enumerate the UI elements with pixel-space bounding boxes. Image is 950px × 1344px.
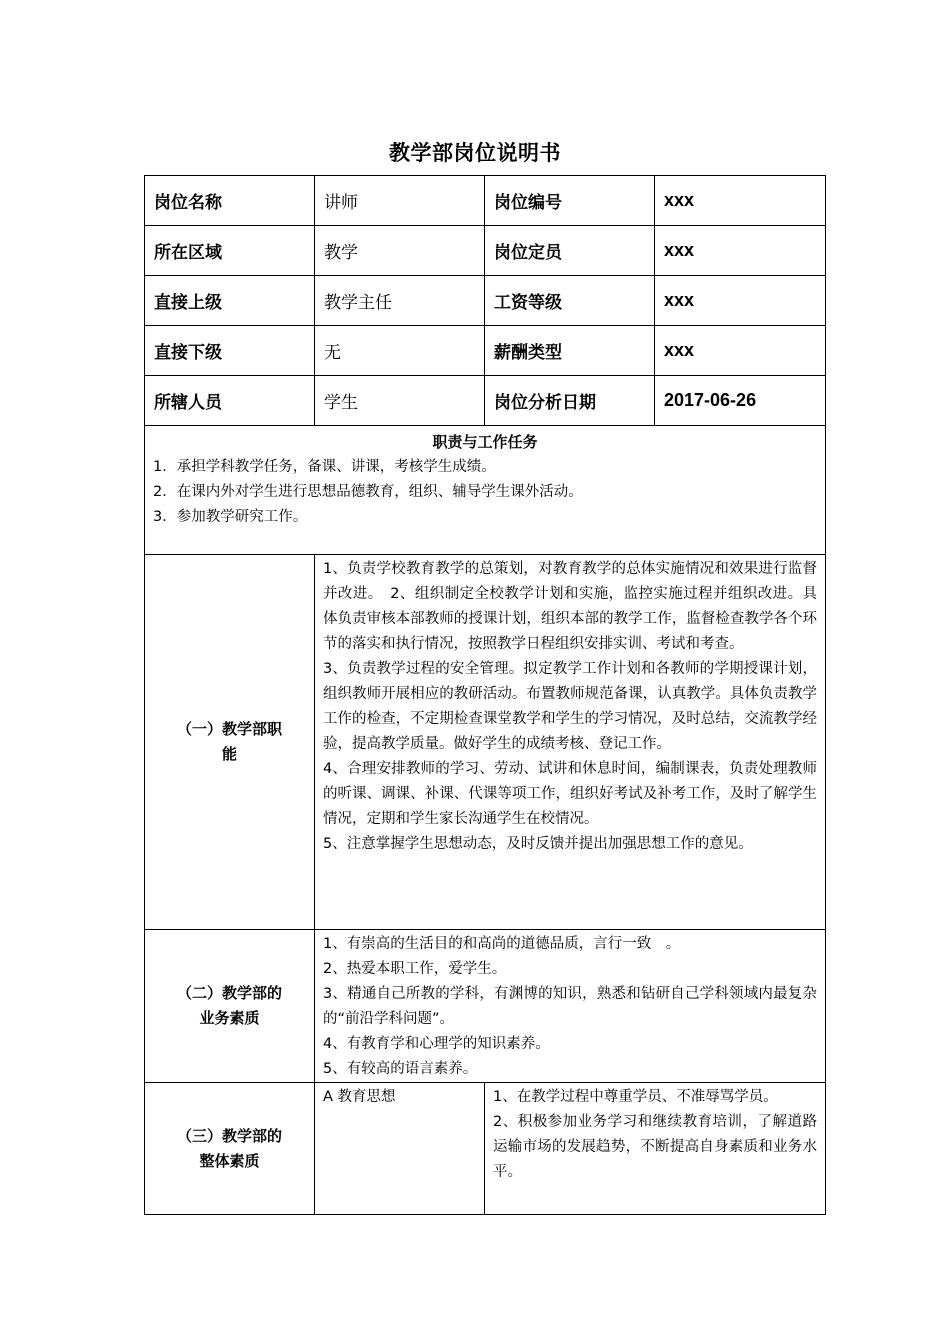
section1-paragraph: 4、合理安排教师的学习、劳动、试讲和休息时间，编制课表，负责处理教师的听课、调课、补课、代课等项工作，组织好考试及补考工作，及时了解学生情况，定期和学生家长沟通学生在校情况。: [323, 761, 817, 827]
section2-row: [145, 930, 826, 1083]
section3-label: （三）教学部的整体素质: [145, 1083, 315, 1215]
label-cell: 薪酬类型: [485, 326, 655, 376]
label-cell: 岗位分析日期: [485, 376, 655, 426]
section1-label: （一）教学部职能: [145, 555, 315, 930]
label-cell: 直接上级: [145, 276, 315, 326]
value-cell: xxx: [655, 326, 826, 376]
label-cell: 所辖人员: [145, 376, 315, 426]
value-cell: xxx: [655, 276, 826, 326]
info-row-superior: [145, 276, 826, 326]
section2-body: [315, 930, 826, 1083]
info-row-area: [145, 226, 826, 276]
label-cell: 直接下级: [145, 326, 315, 376]
label-cell: 工资等级: [485, 276, 655, 326]
duty-item: 2．在课内外对学生进行思想品德教育，组织、辅导学生课外活动。: [153, 484, 583, 500]
duty-item: 1．承担学科教学任务，备课、讲课，考核学生成绩。: [153, 459, 496, 475]
page-title: 教学部岗位说明书: [389, 141, 561, 165]
section2-label: （二）教学部的业务素质: [145, 930, 315, 1083]
label-cell: 岗位定员: [485, 226, 655, 276]
section2-paragraph: 2、热爱本职工作，爱学生。: [323, 961, 507, 977]
section1-paragraph: 1、负责学校教育教学的总策划，对教育教学的总体实施情况和效果进行监督并改进。 2、组织制定全校教学计划和实施，监控实施过程并组织改进。具体负责审核本部教师的授课计划，组织本部的教学工作，监督检查教学各个环节的落实和执行情况，按照教学日程组织安排实训、考试和考查。: [323, 561, 817, 652]
job-description-table: [144, 175, 826, 1215]
value-cell: 无: [315, 326, 485, 376]
section2-paragraph: 3、精通自己所教的学科，有渊博的知识，熟悉和钻研自己学科领域内最复杂的“前沿学科问题”。: [323, 986, 817, 1027]
value-cell: xxx: [655, 176, 826, 226]
section2-paragraph: 1、有崇高的生活目的和高尚的道德品质，言行一致 。: [323, 936, 681, 952]
duties-cell: [145, 426, 826, 555]
section1-row: [145, 555, 826, 930]
label-cell: 岗位编号: [485, 176, 655, 226]
section2-paragraph: 4、有教育学和心理学的知识素养。: [323, 1036, 550, 1052]
value-cell: 教学: [315, 226, 485, 276]
section2-paragraph: 5、有较高的语言素养。: [323, 1061, 478, 1077]
info-row-position-name: [145, 176, 826, 226]
duties-row: [145, 426, 826, 555]
value-cell: xxx: [655, 226, 826, 276]
duties-heading: 职责与工作任务: [432, 433, 538, 451]
info-row-personnel: [145, 376, 826, 426]
section1-paragraph: 5、注意掌握学生思想动态，及时反馈并提出加强思想工作的意见。: [323, 836, 753, 852]
label-cell: 所在区域: [145, 226, 315, 276]
info-row-subordinate: [145, 326, 826, 376]
section3-paragraph: 1、在教学过程中尊重学员、不准辱骂学员。: [493, 1089, 778, 1105]
value-cell: 教学主任: [315, 276, 485, 326]
value-cell: 学生: [315, 376, 485, 426]
section3-row: [145, 1083, 826, 1215]
value-cell: 讲师: [315, 176, 485, 226]
section1-paragraph: 3、负责教学过程的安全管理。拟定教学工作计划和各教师的学期授课计划，组织教师开展相应的教研活动。布置教师规范备课，认真教学。具体负责教学工作的检查，不定期检查课堂教学和学生的学习情况，及时总结，交流教学经验，提高教学质量。做好学生的成绩考核、登记工作。: [323, 661, 817, 752]
value-cell: 2017-06-26: [655, 376, 826, 426]
section3-body: [485, 1083, 826, 1215]
section3-sub-label: A 教育思想: [315, 1083, 485, 1215]
section1-body: [315, 555, 826, 930]
duty-item: 3．参加教学研究工作。: [153, 509, 308, 525]
label-cell: 岗位名称: [145, 176, 315, 226]
section3-paragraph: 2、积极参加业务学习和继续教育培训，了解道路运输市场的发展趋势，不断提高自身素质和业务水平。: [493, 1114, 817, 1180]
